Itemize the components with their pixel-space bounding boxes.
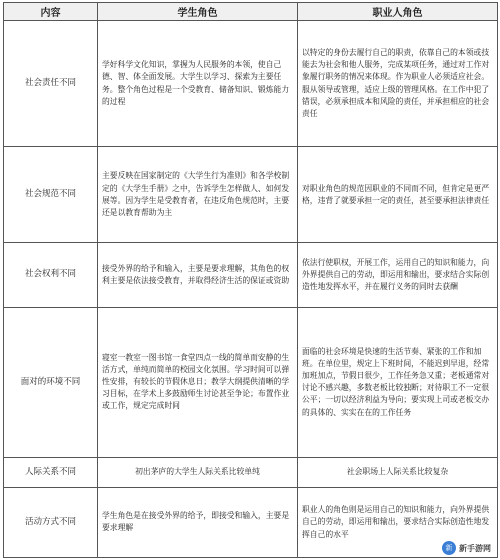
student-cell: 接受外界的给予和输入，主要是要求理解，其角色的权利主要是依法接受教育，并取得经济生活的保证或资助 [98, 243, 298, 307]
table-row [4, 307, 498, 457]
professional-cell: 以特定的身份去履行自己的职责，依靠自己的本领或技能去为社会和他人服务，完成某项任务，通过对工作对象履行职务的情况来体现。作为职业人必须适应社会。服从领导或管理，适应上级的管理风格。在工作中犯了错误，必须承担成本和风险的责任，并承担相应的社会责任 [298, 21, 498, 147]
comparison-table [3, 2, 498, 558]
watermark-logo-icon: 新 [442, 541, 456, 555]
row-label: 人际关系不同 [4, 457, 98, 487]
row-label: 活动方式不同 [4, 487, 98, 557]
watermark-text: 新手游网 [459, 543, 491, 553]
professional-cell: 社会职场上人际关系比较复杂 [298, 457, 498, 487]
header-content: 内容 [4, 3, 98, 21]
header-professional-role: 职业人角色 [298, 3, 498, 21]
professional-cell: 依法行使职权，开展工作，运用自己的知识和能力，向外界提供自己的劳动，即运用和输出，要求结合实际创造性地发挥水平，并在履行义务的同时去获酬 [298, 243, 498, 307]
header-student-role: 学生角色 [98, 3, 298, 21]
table-row [4, 243, 498, 307]
row-label: 社会权利不同 [4, 243, 98, 307]
watermark [439, 540, 494, 556]
header-row [4, 3, 498, 21]
student-cell: 初出茅庐的大学生人际关系比较单纯 [98, 457, 298, 487]
student-cell: 主要反映在国家制定的《大学生行为准则》和各学校制定的《大学生手册》之中，告诉学生怎样做人、如何发展等。因为学生是受教育者，在违反角色规范时，主要还是以教育帮助为主 [98, 147, 298, 243]
table-row [4, 487, 498, 557]
table-row [4, 147, 498, 243]
student-cell: 寝室一教室一图书馆一食堂四点一线的简单而安静的生活方式，单纯而简单的校园文化氛围。学习时间可以弹性安排，有较长的节假休息日；教学大纲提供清晰的学习目标，在学术上多鼓励师生讨论甚至争论；布置作业或工作，规定完成时间 [98, 307, 298, 457]
professional-cell: 职业人的角色则是运用自己的知识和能力，向外界提供自己的劳动，即运用和输出，要求结合实际创造性地发挥自己的水平 [298, 487, 498, 557]
professional-cell: 对职业角色的规范因职业的不同而不同，但肯定是更严格，违背了就要承担一定的责任，甚至要承担法律责任 [298, 147, 498, 243]
student-cell: 学生角色是在接受外界的给予，即接受和输入，主要是要求理解 [98, 487, 298, 557]
table-row [4, 457, 498, 487]
row-label: 面对的环境不同 [4, 307, 98, 457]
row-label: 社会规范不同 [4, 147, 98, 243]
table-row [4, 21, 498, 147]
professional-cell: 面临的社会环境是快速的生活节奏、紧张的工作和加班。在单位里，规定上下班时间，不能迟到早退，经常加班加点，节假日很少，工作任务急又重；老板通常对讨论不感兴趣，多数老板比较独断；对待职工不一定很公平；一切以经济利益为导向；要实现上司或老板交办的具体的、实实在在的工作任务 [298, 307, 498, 457]
row-label: 社会责任不同 [4, 21, 98, 147]
student-cell: 学好科学文化知识，掌握为人民服务的本领，使自己德、智、体全面发展。大学生以学习、探索为主要任务。整个角色过程是一个受教育、储备知识、锻炼能力的过程 [98, 21, 298, 147]
